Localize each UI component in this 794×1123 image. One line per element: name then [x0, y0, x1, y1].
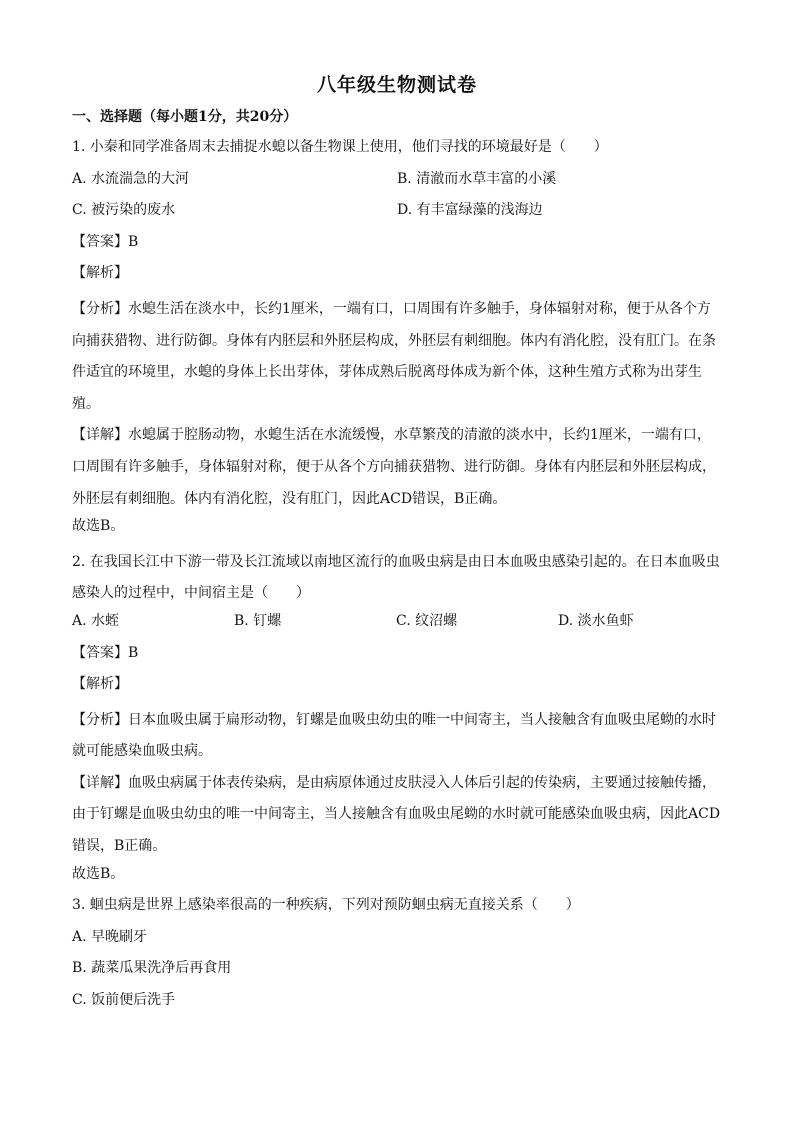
q1-answer: 【答案】B — [72, 233, 139, 250]
q1-analysis-label: 【解析】 — [72, 265, 128, 282]
q2-fenxi: 【分析】日本血吸虫属于扁形动物，钉螺是血吸虫幼虫的唯一中间寄主，当人接触含有血吸虫尾蚴的水时就可能感染血吸虫病。 — [72, 711, 716, 760]
q1-xiangjie: 【详解】水螅属于腔肠动物，水螅生活在水流缓慢，水草繁茂的清澈的淡水中，长约1厘米，一端有口，口周围有许多触手，身体辐射对称，便于从各个方向捕获猎物、进行防御。身体有内胚层和外胚层构成，外胚层有刺细胞。体内有消化腔，没有肛门，因此ACD错误，B正确。 — [72, 427, 716, 507]
document-body — [72, 106, 722, 1021]
q1-option-b: B. 清澈而水草丰富的小溪 — [397, 170, 557, 187]
q2-option-d: D. 淡水鱼虾 — [558, 612, 634, 629]
q1-options-row-1 — [72, 168, 722, 190]
q1-stem: 1. 小秦和同学准备周末去捕捉水螅以备生物课上使用，他们寻找的环境最好是（ ） — [72, 139, 608, 155]
q2-option-a: A. 水蛭 — [72, 612, 120, 629]
q2-stem: 2. 在我国长江中下游一带及长江流域以南地区流行的血吸虫病是由日本血吸虫感染引起的。在日本血吸虫感染人的过程中，中间宿主是（ ） — [72, 553, 720, 602]
q2-options-row — [72, 610, 722, 632]
page-title: 八年级生物测试卷 — [316, 74, 477, 96]
q2-answer: 【答案】B — [72, 644, 139, 661]
q1-fenxi: 【分析】水螅生活在淡水中，长约1厘米，一端有口，口周围有许多触手，身体辐射对称，便于从各个方向捕获猎物、进行防御。身体有内胚层和外胚层构成，外胚层有刺细胞。体内有消化腔，没有肛门。在条件适宜的环境里，水螅的身体上长出芽体，芽体成熟后脱离母体成为新个体，这种生殖方式称为出芽生殖。 — [72, 300, 716, 412]
q3-option-a: A. 早晚刷牙 — [72, 928, 148, 945]
q2-option-b: B. 钉螺 — [234, 612, 282, 629]
q2-conclusion: 故选B。 — [72, 865, 125, 882]
q2-option-c: C. 纹沼螺 — [396, 612, 458, 629]
q3-option-b: B. 蔬菜瓜果洗净后再食用 — [72, 960, 232, 977]
q1-option-c: C. 被污染的废水 — [72, 202, 176, 219]
q3-option-c: C. 饭前便后洗手 — [72, 992, 176, 1009]
q2-analysis-label: 【解析】 — [72, 676, 128, 693]
section-heading: 一、选择题（每小题1分，共20分） — [72, 109, 298, 125]
q1-options-row-2 — [72, 199, 722, 221]
q2-xiangjie: 【详解】血吸虫病属于体表传染病，是由病原体通过皮肤浸入人体后引起的传染病，主要通过接触传播，由于钉螺是血吸虫幼虫的唯一中间寄主，当人接触含有血吸虫尾蚴的水时就可能感染血吸虫病，因此ACD错误，B正确。 — [72, 774, 721, 855]
q3-stem: 3. 蛔虫病是世界上感染率很高的一种疾病，下列对预防蛔虫病无直接关系（ ） — [72, 897, 580, 914]
q1-conclusion: 故选B。 — [72, 518, 125, 535]
q1-option-a: A. 水流湍急的大河 — [72, 170, 190, 187]
q1-option-d: D. 有丰富绿藻的浅海边 — [397, 202, 543, 219]
